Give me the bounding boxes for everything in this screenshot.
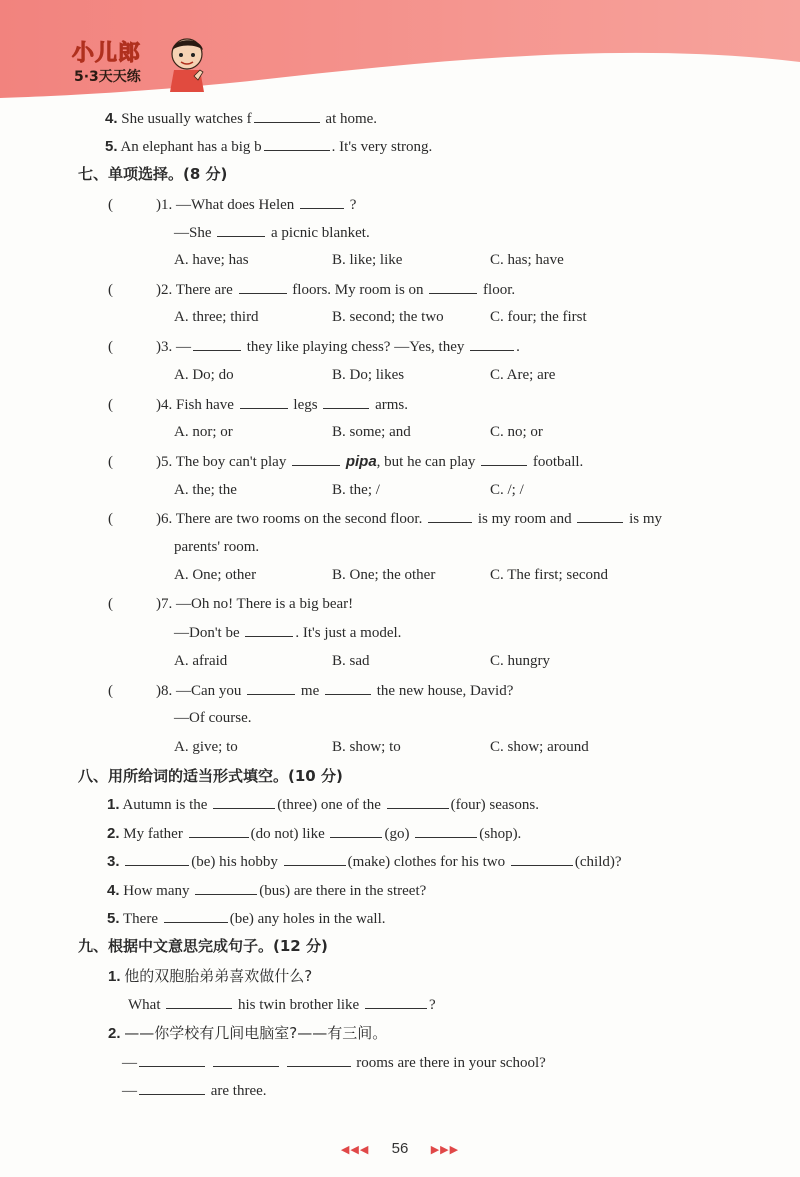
answer-blank[interactable] xyxy=(365,994,427,1009)
option-b[interactable]: B. the; / xyxy=(332,482,380,498)
answer-blank[interactable] xyxy=(239,279,287,294)
s8-q5: 5. There (be) any holes in the wall. xyxy=(107,910,386,927)
answer-blank[interactable] xyxy=(254,108,320,123)
option-c[interactable]: C. hungry xyxy=(490,653,550,669)
answer-blank[interactable] xyxy=(195,880,257,895)
s7-q5-options xyxy=(174,480,524,500)
s7-q8-reply: —Of course. xyxy=(174,710,252,726)
option-b[interactable]: B. sad xyxy=(332,653,370,669)
answer-blank[interactable] xyxy=(139,1080,205,1095)
option-c[interactable]: C. four; the first xyxy=(490,309,587,325)
option-c[interactable]: C. The first; second xyxy=(490,567,609,583)
s7-q5: ( )5. The boy can't play pipa, but he can play football. xyxy=(108,453,584,470)
section-8-title: 八、用所给词的适当形式填空。(10 分) xyxy=(78,767,343,785)
s7-q1: ( )1. —What does Helen ? xyxy=(108,194,356,215)
answer-blank[interactable] xyxy=(213,794,275,809)
option-a[interactable]: A. afraid xyxy=(174,653,228,669)
answer-blank[interactable] xyxy=(213,1052,279,1067)
answer-blank[interactable] xyxy=(217,222,265,237)
s7-q1-options xyxy=(174,250,564,270)
answer-blank[interactable] xyxy=(287,1052,351,1067)
option-a[interactable]: A. the; the xyxy=(174,482,237,498)
s9-q2-answer: — are three. xyxy=(122,1080,267,1101)
answer-blank[interactable] xyxy=(300,194,344,209)
page-footer xyxy=(0,1140,800,1157)
s6-q5: 5. An elephant has a big b . It's very strong. xyxy=(105,138,433,155)
answer-blank[interactable] xyxy=(292,451,340,466)
answer-blank[interactable] xyxy=(193,336,241,351)
answer-blank[interactable] xyxy=(323,394,369,409)
option-b[interactable]: B. some; and xyxy=(332,424,411,440)
series-name: 5·3天天练 xyxy=(74,69,141,85)
option-b[interactable]: B. like; like xyxy=(332,252,403,268)
mascot-icon xyxy=(166,36,208,92)
s7-q4: ( )4. Fish have legs arms. xyxy=(108,394,408,415)
right-arrows-icon: ▶▶▶ xyxy=(430,1144,460,1156)
option-b[interactable]: B. show; to xyxy=(332,739,401,755)
answer-blank[interactable] xyxy=(511,851,573,866)
answer-blank[interactable] xyxy=(470,336,514,351)
section-9-title: 九、根据中文意思完成句子。(12 分) xyxy=(78,937,328,955)
answer-blank[interactable] xyxy=(415,823,477,838)
s7-q2: ( )2. There are floors. My room is on floor. xyxy=(108,279,515,300)
option-a[interactable]: A. have; has xyxy=(174,252,249,268)
option-b[interactable]: B. second; the two xyxy=(332,309,444,325)
answer-blank[interactable] xyxy=(481,451,527,466)
answer-blank[interactable] xyxy=(330,823,382,838)
option-c[interactable]: C. has; have xyxy=(490,252,564,268)
s7-q7: ( )7. —Oh no! There is a big bear! xyxy=(108,596,354,612)
page-number: 56 xyxy=(391,1140,409,1157)
brand-logo xyxy=(72,36,202,96)
s8-q1: 1. Autumn is the (three) one of the (four) seasons. xyxy=(107,796,539,813)
answer-blank[interactable] xyxy=(164,908,228,923)
answer-blank[interactable] xyxy=(284,851,346,866)
s7-q1-reply: —She a picnic blanket. xyxy=(174,222,370,243)
s7-q7-options xyxy=(174,651,550,671)
answer-blank[interactable] xyxy=(125,851,189,866)
section-7-title: 七、单项选择。(8 分) xyxy=(78,165,228,183)
option-c[interactable]: C. no; or xyxy=(490,424,543,440)
s8-q3: 3. (be) his hobby (make) clothes for his two (child)? xyxy=(107,853,622,870)
s7-q2-options xyxy=(174,307,587,327)
answer-blank[interactable] xyxy=(428,508,472,523)
option-b[interactable]: B. Do; likes xyxy=(332,367,405,383)
answer-blank[interactable] xyxy=(166,994,232,1009)
s9-q2-prompt: 2. ——你学校有几间电脑室?——有三间。 xyxy=(108,1024,388,1042)
answer-blank[interactable] xyxy=(325,680,371,695)
s7-q8-options xyxy=(174,737,589,757)
s7-q4-options xyxy=(174,422,543,442)
option-a[interactable]: A. Do; do xyxy=(174,367,234,383)
option-c[interactable]: C. Are; are xyxy=(490,367,556,383)
option-a[interactable]: A. give; to xyxy=(174,739,238,755)
option-a[interactable]: A. nor; or xyxy=(174,424,233,440)
s7-q3-options xyxy=(174,365,555,385)
s9-q1-prompt: 1. 他的双胞胎弟弟喜欢做什么? xyxy=(108,967,313,985)
answer-blank[interactable] xyxy=(189,823,249,838)
s7-q6-cont: parents' room. xyxy=(174,539,260,555)
s6-q4: 4. She usually watches f at home. xyxy=(105,110,378,127)
answer-blank[interactable] xyxy=(264,136,330,151)
s7-q8: ( )8. —Can you me the new house, David? xyxy=(108,680,513,701)
answer-blank[interactable] xyxy=(247,680,295,695)
s7-q3: ( )3. — they like playing chess? —Yes, they . xyxy=(108,336,520,357)
answer-blank[interactable] xyxy=(240,394,288,409)
s7-q7-reply: —Don't be . It's just a model. xyxy=(174,622,401,643)
answer-blank[interactable] xyxy=(577,508,623,523)
answer-blank[interactable] xyxy=(429,279,477,294)
s8-q2: 2. My father (do not) like (go) (shop). xyxy=(107,825,522,842)
left-arrows-icon: ◀◀◀ xyxy=(340,1144,370,1156)
answer-blank[interactable] xyxy=(387,794,449,809)
option-b[interactable]: B. One; the other xyxy=(332,567,436,583)
s7-q6: ( )6. There are two rooms on the second floor. is my room and is my xyxy=(108,508,662,529)
s7-q6-options xyxy=(174,565,608,585)
option-c[interactable]: C. show; around xyxy=(490,739,589,755)
s9-q1-answer: What his twin brother like ? xyxy=(128,994,436,1015)
option-a[interactable]: A. One; other xyxy=(174,567,257,583)
brand-name: 小儿郎 xyxy=(72,41,142,66)
s8-q4: 4. How many (bus) are there in the street? xyxy=(107,882,427,899)
option-a[interactable]: A. three; third xyxy=(174,309,259,325)
answer-blank[interactable] xyxy=(245,622,293,637)
option-c[interactable]: C. /; / xyxy=(490,482,524,498)
s9-q2-question: — rooms are there in your school? xyxy=(122,1052,546,1073)
answer-blank[interactable] xyxy=(139,1052,205,1067)
